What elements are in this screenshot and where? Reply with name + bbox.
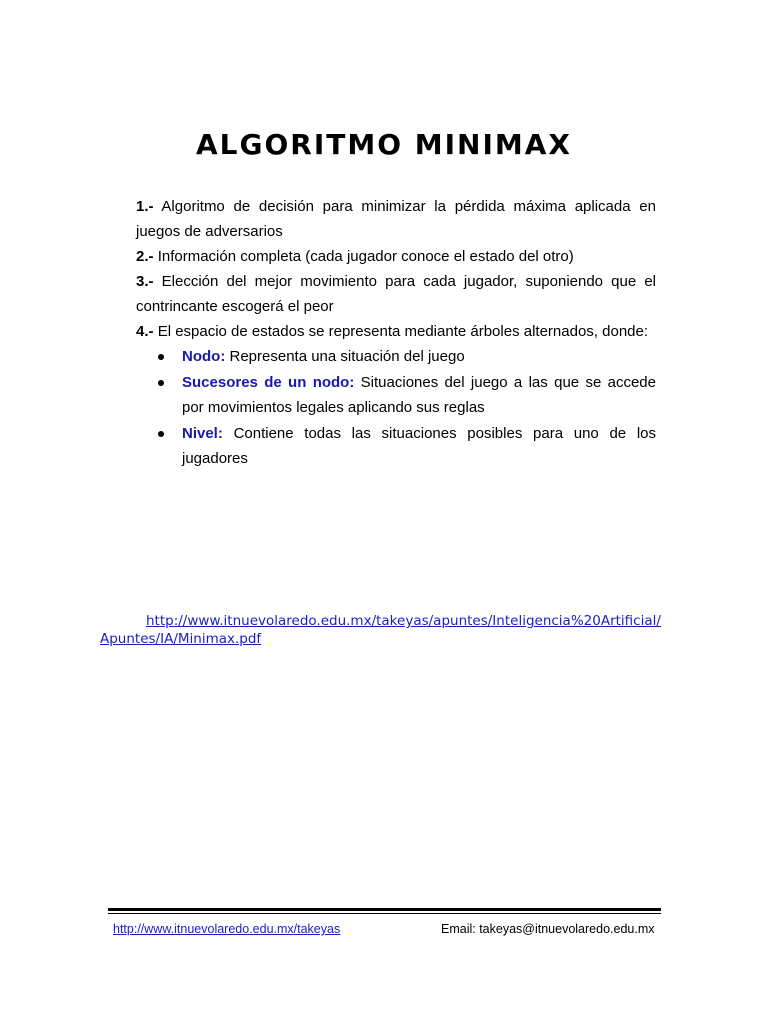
source-url-block [100, 612, 670, 648]
bullet-item-sucesores [136, 370, 656, 420]
numbered-item-2 [136, 244, 656, 269]
item-text: Información completa (cada jugador conoce el estado del otro) [157, 248, 574, 265]
numbered-item-4 [136, 319, 656, 344]
item-number: 3.- [136, 273, 154, 290]
item-text: Algoritmo de decisión para minimizar la pérdida máxima aplicada en juegos de adversarios [136, 198, 656, 240]
document-body [136, 194, 656, 471]
numbered-item-3 [136, 269, 656, 319]
item-number: 2.- [136, 248, 154, 265]
bullet-item-nivel [136, 421, 656, 471]
item-number: 1.- [136, 198, 154, 215]
bullet-text: Representa una situación del juego [229, 348, 465, 365]
item-text: Elección del mejor movimiento para cada jugador, suponiendo que el contrincante escogerá el peor [136, 273, 656, 315]
bullet-term: Sucesores de un nodo: [182, 374, 355, 391]
footer-divider-thick [108, 908, 661, 911]
item-text: El espacio de estados se representa mediante árboles alternados, donde: [157, 323, 649, 340]
bullet-term: Nivel: [182, 425, 223, 442]
bullet-dot-icon [158, 380, 164, 386]
bullet-item-nodo [136, 344, 656, 369]
numbered-item-1 [136, 194, 656, 244]
bullet-dot-icon [158, 431, 164, 437]
footer-divider-thin [108, 913, 661, 914]
bullet-text: Contiene todas las situaciones posibles para uno de los jugadores [182, 425, 656, 467]
source-url-link[interactable]: http://www.itnuevolaredo.edu.mx/takeyas/apuntes/Inteligencia%20Artificial/Apuntes/IA/Minimax.pdf [100, 613, 661, 647]
bullet-list [136, 344, 656, 471]
item-number: 4.- [136, 323, 154, 340]
footer-website-link[interactable]: http://www.itnuevolaredo.edu.mx/takeyas [113, 922, 341, 936]
bullet-term: Nodo: [182, 348, 226, 365]
bullet-text: Situaciones del juego a las que se accede por movimientos legales aplicando sus reglas [182, 374, 656, 416]
document-title: ALGORITMO MINIMAX [195, 128, 573, 161]
footer-email: Email: takeyas@itnuevolaredo.edu.mx [441, 922, 655, 936]
bullet-dot-icon [158, 354, 164, 360]
